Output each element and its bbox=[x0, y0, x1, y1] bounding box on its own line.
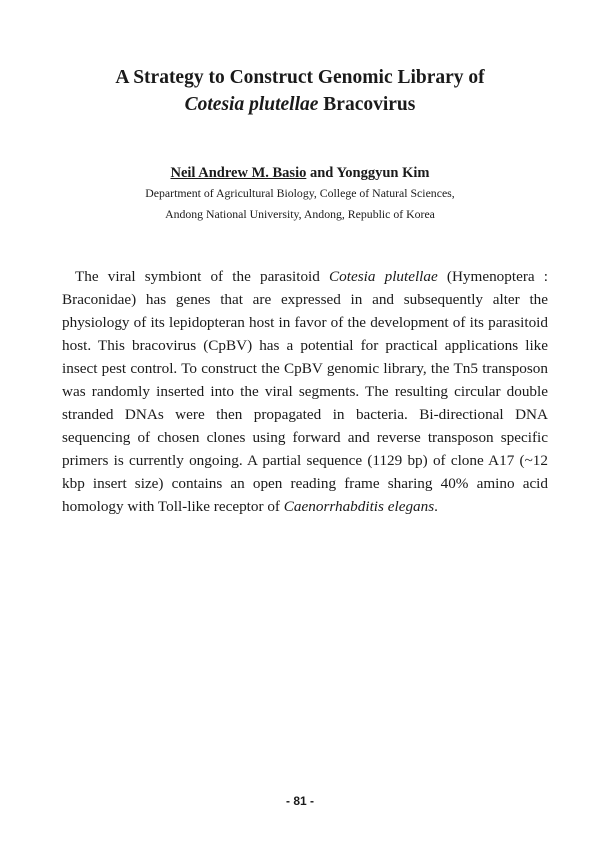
title-species: Cotesia plutellae bbox=[184, 94, 319, 115]
author-second: Yonggyun Kim bbox=[336, 165, 430, 181]
affiliation-line-1: Department of Agricultural Biology, College of Natural Sciences, bbox=[145, 186, 455, 200]
author-connector: and bbox=[306, 165, 337, 181]
abstract-organism: Caenorrhabditis elegans bbox=[283, 498, 435, 515]
affiliation-line-2: Andong National University, Andong, Republic of Korea bbox=[165, 207, 435, 221]
abstract-text-3: . bbox=[434, 498, 438, 515]
author-presenting: Neil Andrew M. Basio bbox=[170, 165, 307, 181]
affiliation bbox=[40, 183, 560, 225]
abstract-text-2: (Hymenoptera : Braconidae) has genes that are expressed in and subsequently alter the physiology of its lepidopteran host in favor of the development of its parasitoid host. This bracovirus (CpBV) has a potential for practical applications like insect pest control. To construct the CpBV genomic library, the Tn5 transposon was randomly inserted into the viral segments. The resulting circular double stranded DNAs were then propagated in bacteria. Bi-directional DNA sequencing of chosen clones using forward and reverse transposon specific primers is currently ongoing. A partial sequence (1129 bp) of clone A17 (~12 kbp insert size) contains an open reading frame sharing 40% amino acid homology with Toll-like receptor of bbox=[62, 268, 548, 515]
abstract-species: Cotesia plutellae bbox=[329, 268, 438, 285]
title-line-1: A Strategy to Construct Genomic Library of bbox=[115, 67, 485, 88]
paper-title bbox=[40, 64, 560, 118]
abstract-text-1: The viral symbiont of the parasitoid bbox=[75, 268, 330, 285]
author-list bbox=[40, 163, 560, 183]
page-number: - 81 - bbox=[285, 794, 314, 808]
title-suffix: Bracovirus bbox=[318, 94, 416, 115]
abstract-body bbox=[62, 265, 548, 518]
